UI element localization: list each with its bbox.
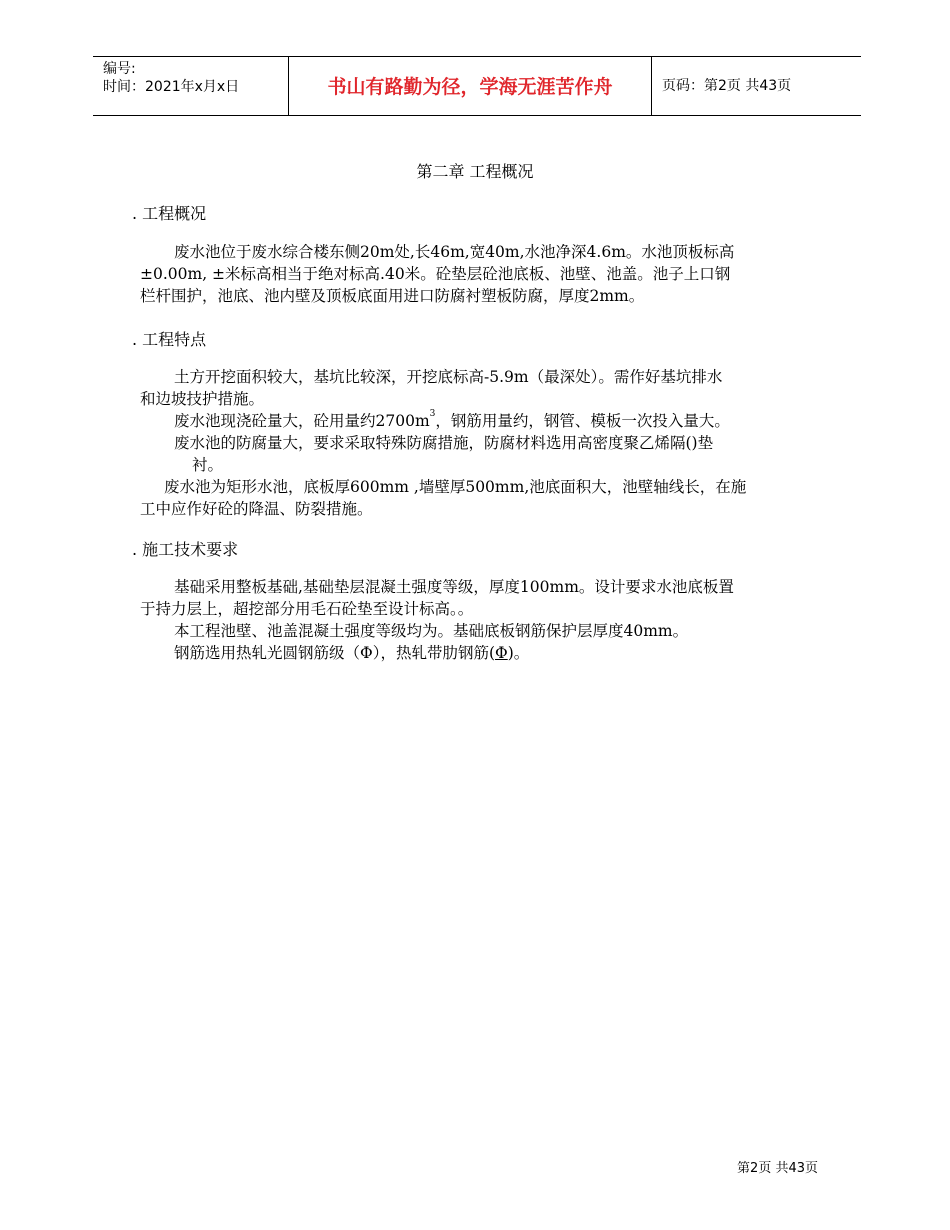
paragraph-overview — [140, 241, 825, 307]
section-title-features: . 工程特点 — [132, 330, 207, 349]
text-line: 栏杆围护，池底、池内壁及顶板底面用进口防腐衬塑板防腐，厚度2mm。 — [140, 287, 645, 305]
text-line: 废水池的防腐量大，要求采取特殊防腐措施，防腐材料选用高密度聚乙烯隔()垫 — [174, 434, 714, 452]
text-line: 基础采用整板基础,基础垫层混凝土强度等级，厚度100mm。设计要求水池底板置 — [174, 578, 734, 596]
paragraph-requirements — [140, 576, 825, 664]
text-line: 废水池为矩形水池，底板厚600mm ,墙壁厚500mm,池底面积大，池壁轴线长，在施 — [164, 478, 747, 496]
header-right-cell — [652, 57, 861, 115]
text-line: 于持力层上，超挖部分用毛石砼垫至设计标高。。 — [140, 600, 474, 618]
chapter-title: 第二章 工程概况 — [416, 162, 534, 181]
text-line: 工中应作好砼的降温、防裂措施。 — [140, 500, 373, 518]
header-page-info: 页码：第2页 共43页 — [662, 78, 792, 94]
text-span: )。 — [507, 644, 530, 662]
text-span: 废水池现浇砼量大，砼用量约2700m — [174, 412, 430, 430]
superscript: 3 — [429, 409, 436, 419]
text-line: 和边坡技护措施。 — [140, 390, 265, 408]
text-line — [140, 410, 825, 432]
section-title-overview: . 工程概况 — [132, 204, 207, 223]
text-line: ±0.00m, ±米标高相当于绝对标高.40米。砼垫层砼池底板、池壁、池盖。池子上口钢 — [140, 265, 731, 283]
header-left-cell — [93, 57, 289, 115]
section-title-requirements: . 施工技术要求 — [132, 540, 239, 559]
page-footer: 第2页 共43页 — [737, 1161, 818, 1176]
text-line: 衬。 — [192, 456, 224, 474]
paragraph-features — [140, 366, 825, 520]
time-label: 时间：2021年x月x日 — [103, 79, 240, 95]
page-header — [93, 56, 861, 116]
text-line — [140, 642, 825, 664]
text-span: ，钢筋用量约，钢管、模板一次投入量大。 — [435, 412, 730, 430]
number-label: 编号: — [103, 61, 136, 77]
text-line: 土方开挖面积较大，基坑比较深，开挖底标高-5.9m（最深处）。需作好基坑排水 — [174, 368, 723, 386]
text-line: 本工程池壁、池盖混凝土强度等级均为。基础底板钢筋保护层厚度40mm。 — [174, 622, 689, 640]
text-span: 钢筋选用热轧光圆钢筋级（Φ），热轧带肋钢筋( — [174, 644, 496, 662]
header-motto-cell — [289, 57, 652, 115]
underlined-symbol: Φ — [495, 644, 508, 662]
header-motto: 书山有路勤为径，学海无涯苦作舟 — [327, 76, 613, 98]
text-line: 废水池位于废水综合楼东侧20m处,长46m,宽40m,水池净深4.6m。水池顶板标高 — [174, 243, 735, 261]
